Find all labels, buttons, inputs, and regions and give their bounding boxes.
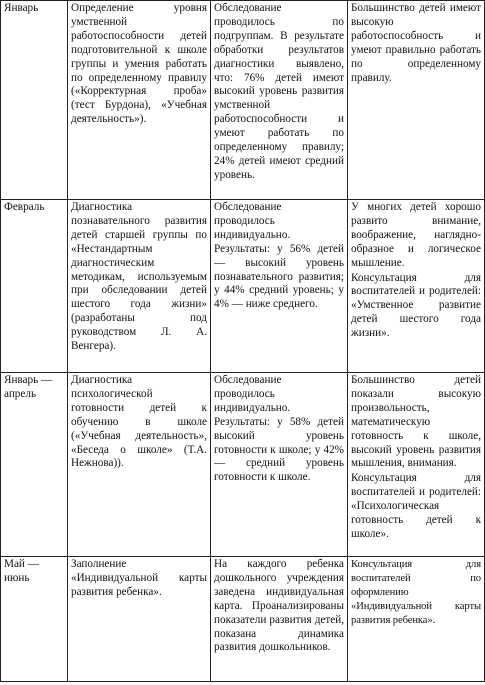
conclusion-paragraph: Большинство детей показали высокую произвольность, математическую готовность к школе, высокий уровень развития мышления, внимания. — [351, 374, 481, 470]
result-cell: Обследование проводилось по подгруппам. В результате обработки результатов диагностики выявлено, что: 76% детей имеют высокий уровень развития умственной работоспособности и умеют работать по определенному правилу; 24% детей имеют средний уровень. — [211, 1, 348, 200]
conclusion-paragraph: Консультация для воспитателей и родителей: «Психологическая готовность детей к школе». — [351, 472, 481, 540]
task-cell: Определение уровня умственной работоспособности детей подготовительной к школе группы и умения работать по определенному правилу («Корректурная проба» (тест Бурдона), «Учебная деятельность»). — [68, 1, 211, 200]
task-cell: Диагностика психологической готовности детей к обучению в школе («Учебная деятельность», «Беседа о школе» (Т.А. Нежнова)). — [68, 373, 211, 557]
result-cell: На каждого ребенка дошкольного учреждения заведена индивидуальная карта. Проанализированы показатели развития детей, показана динамика развития дошкольников. — [211, 557, 348, 682]
table-row — [1, 1, 485, 200]
task-cell: Диагностика познавательного развития детей старшей группы по «Нестандартным диагностическим методикам, используемым при обследовании детей шестого года жизни» (разработаны под руководством Л. А. Венгера). — [68, 200, 211, 373]
conclusion-paragraph: У многих детей хорошо развито внимание, воображение, наглядно-образное и логическое мышление. — [351, 201, 481, 269]
conclusion-paragraph: Консультация для воспитателей и родителей: «Умственное развитие детей шестого года жизни». — [351, 271, 481, 340]
table-row — [1, 373, 485, 557]
conclusion-paragraph: Большинство детей имеют высокую работоспособность и умеют правильно работать по определенному правилу. — [351, 2, 481, 84]
table-row — [1, 200, 485, 373]
conclusion-cell — [348, 557, 485, 682]
conclusion-paragraph: Консультация для воспитателей по оформлению «Индивидуальной карты развития ребенка». — [351, 559, 481, 626]
table-row — [1, 557, 485, 682]
period-cell: Январь — [1, 1, 68, 200]
period-cell: Февраль — [1, 200, 68, 373]
conclusion-cell — [348, 373, 485, 557]
period-cell: Январь — апрель — [1, 373, 68, 557]
result-cell: Обследование проводилось индивидуально. Результаты: у 58% детей высокий уровень готовности к школе; у 42% — средний уровень готовности к школе. — [211, 373, 348, 557]
conclusion-cell — [348, 200, 485, 373]
result-cell: Обследование проводилось индивидуально. Результаты: у 56% детей — высокий уровень познавательного развития; у 44% средний уровень; у 4% — ниже среднего. — [211, 200, 348, 373]
conclusion-cell — [348, 1, 485, 200]
period-cell: Май — июнь — [1, 557, 68, 682]
task-cell: Заполнение «Индивидуальной карты развития ребенка». — [68, 557, 211, 682]
